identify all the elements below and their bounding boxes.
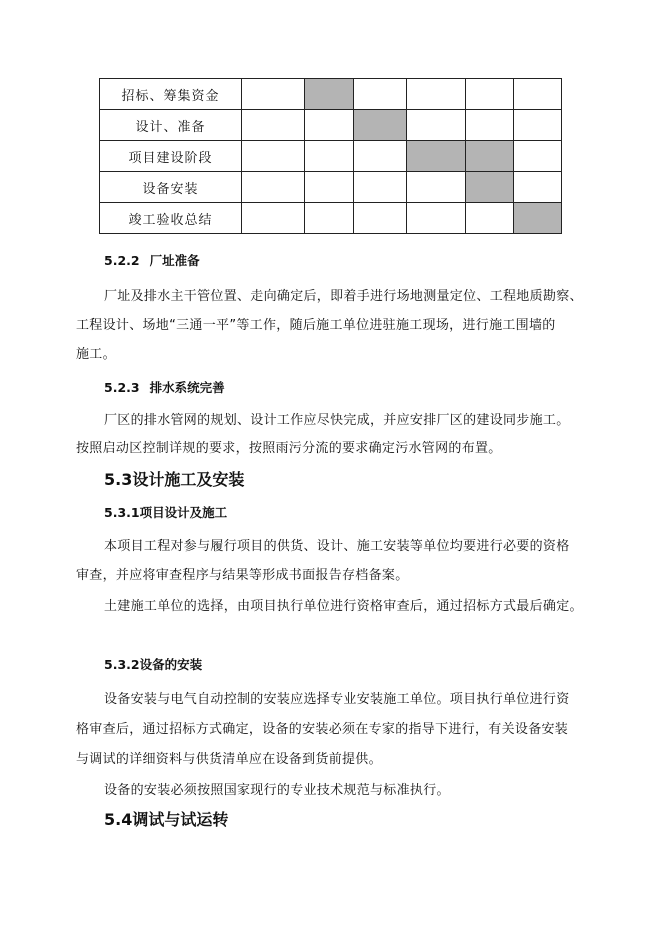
section-5-4-heading: 5.4调试与试运转	[104, 810, 229, 829]
schedule-table	[99, 78, 562, 234]
schedule-cell-filled	[407, 141, 466, 172]
row-label: 项目建设阶段	[100, 141, 242, 172]
schedule-cell	[354, 203, 407, 234]
table-row	[100, 172, 562, 203]
schedule-cell	[514, 141, 562, 172]
schedule-cell	[242, 110, 305, 141]
schedule-cell	[407, 110, 466, 141]
paragraph-line: 设备安装与电气自动控制的安装应选择专业安装施工单位。项目执行单位进行资	[104, 692, 570, 707]
schedule-cell	[305, 141, 354, 172]
schedule-cell-filled	[466, 141, 514, 172]
schedule-cell	[407, 203, 466, 234]
row-label: 竣工验收总结	[100, 203, 242, 234]
schedule-cell	[466, 79, 514, 110]
schedule-cell	[242, 79, 305, 110]
table-row	[100, 110, 562, 141]
section-5-2-2-heading: 5.2.2 厂址准备	[104, 253, 200, 268]
paragraph-line: 按照启动区控制详规的要求，按照雨污分流的要求确定污水管网的布置。	[76, 441, 502, 456]
schedule-cell	[514, 79, 562, 110]
section-5-2-3-heading: 5.2.3 排水系统完善	[104, 380, 225, 395]
paragraph-line: 与调试的详细资料与供货清单应在设备到货前提供。	[76, 752, 382, 767]
table-row	[100, 79, 562, 110]
section-5-3-1-heading: 5.3.1项目设计及施工	[104, 505, 228, 520]
paragraph-line: 本项目工程对参与履行项目的供货、设计、施工安装等单位均要进行必要的资格	[104, 539, 570, 554]
schedule-cell	[354, 79, 407, 110]
schedule-cell	[407, 79, 466, 110]
paragraph-line: 设备的安装必须按照国家现行的专业技术规范与标准执行。	[104, 783, 450, 798]
schedule-cell	[242, 203, 305, 234]
section-5-3-2-heading: 5.3.2设备的安装	[104, 657, 203, 672]
schedule-cell	[466, 203, 514, 234]
row-label: 招标、筹集资金	[100, 79, 242, 110]
schedule-cell	[242, 141, 305, 172]
schedule-cell	[305, 172, 354, 203]
paragraph-line: 土建施工单位的选择，由项目执行单位进行资格审查后，通过招标方式最后确定。	[104, 599, 583, 614]
schedule-cell	[305, 203, 354, 234]
schedule-cell-filled	[305, 79, 354, 110]
paragraph-line: 厂址及排水主干管位置、走向确定后，即着手进行场地测量定位、工程地质勘察、	[104, 289, 583, 304]
row-label: 设备安装	[100, 172, 242, 203]
paragraph-line: 工程设计、场地“三通一平”等工作，随后施工单位进驻施工现场，进行施工围墙的	[76, 318, 556, 333]
paragraph-line: 厂区的排水管网的规划、设计工作应尽快完成，并应安排厂区的建设同步施工。	[104, 413, 570, 428]
schedule-cell	[305, 110, 354, 141]
schedule-cell	[514, 110, 562, 141]
paragraph-line: 审查，并应将审查程序与结果等形成书面报告存档备案。	[76, 568, 409, 583]
paragraph-line: 格审查后，通过招标方式确定，设备的安装必须在专家的指导下进行，有关设备安装	[76, 722, 569, 737]
schedule-cell	[407, 172, 466, 203]
schedule-cell	[354, 141, 407, 172]
row-label: 设计、准备	[100, 110, 242, 141]
schedule-cell	[514, 172, 562, 203]
schedule-cell	[354, 172, 407, 203]
schedule-cell-filled	[514, 203, 562, 234]
schedule-cell-filled	[466, 172, 514, 203]
schedule-cell-filled	[354, 110, 407, 141]
schedule-cell	[242, 172, 305, 203]
schedule-cell	[466, 110, 514, 141]
table-row	[100, 203, 562, 234]
section-5-3-heading: 5.3设计施工及安装	[104, 470, 245, 489]
table-row	[100, 141, 562, 172]
paragraph-line: 施工。	[76, 347, 116, 362]
